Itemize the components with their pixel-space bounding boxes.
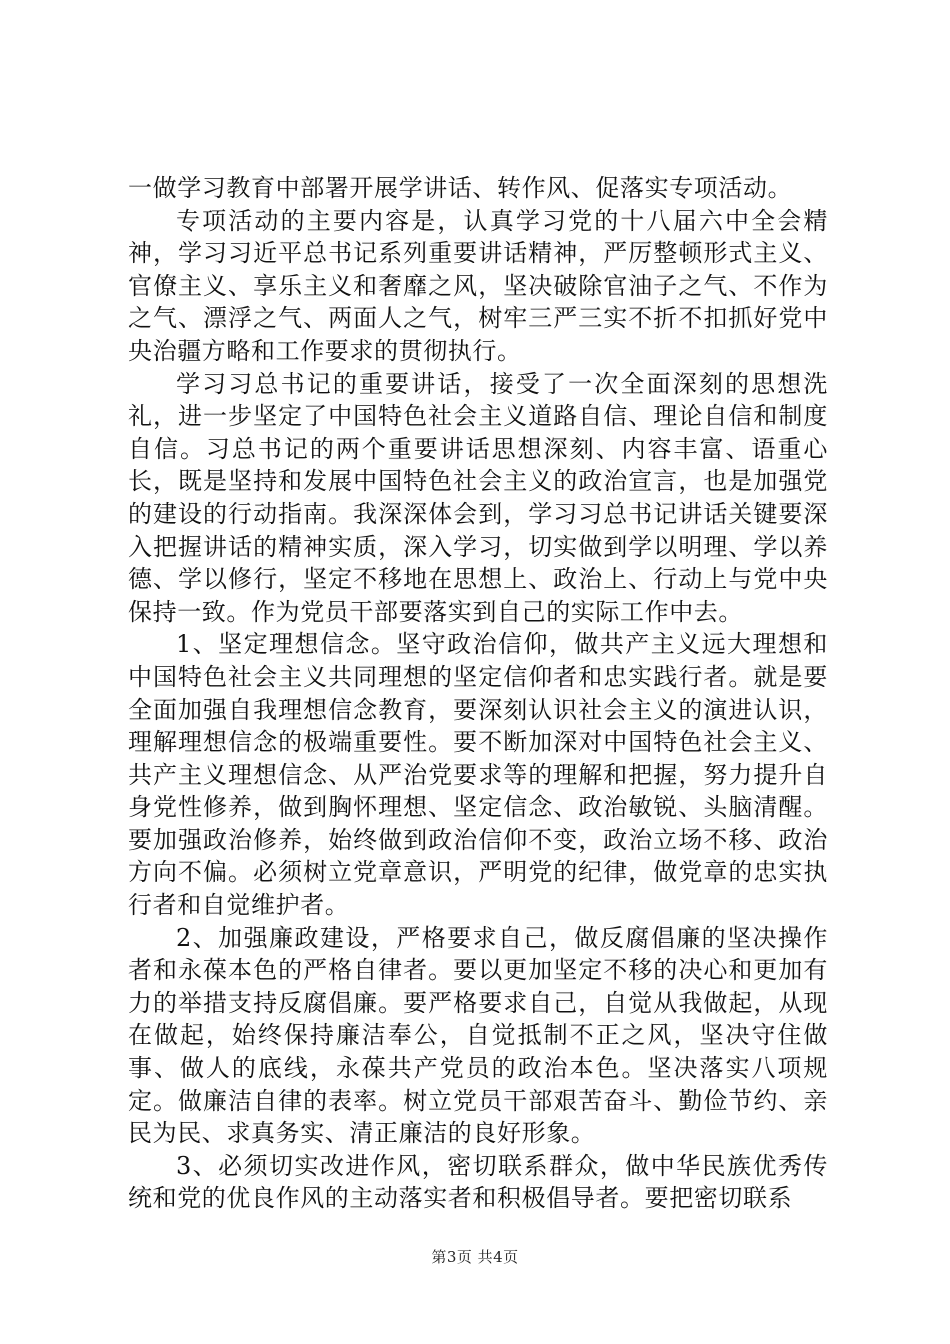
paragraph-activity-content: 专项活动的主要内容是，认真学习党的十八届六中全会精神，学习习近平总书记系列重要讲话精神，严厉整顿形式主义、官僚主义、享乐主义和奢靡之风，坚决破除官油子之气、不作为之气、漂浮之气、两面人之气，树牢三严三实不折不扣抓好党中央治疆方略和工作要求的贯彻执行。 — [128, 206, 828, 365]
paragraph-point-3: 3、必须切实改进作风，密切联系群众，做中华民族优秀传统和党的优良作风的主动落实者和积极倡导者。要把密切联系 — [128, 1151, 828, 1213]
paragraph-speech-study: 学习习总书记的重要讲话，接受了一次全面深刻的思想洗礼，进一步坚定了中国特色社会主义道路自信、理论自信和制度自信。习总书记的两个重要讲话思想深刻、内容丰富、语重心长，既是坚持和发展中国特色社会主义的政治宣言，也是加强党的建设的行动指南。我深深体会到，学习习总书记讲话关键要深入把握讲话的精神实质，深入学习，切实做到学以明理、学以养德、学以修行，坚定不移地在思想上、政治上、行动上与党中央保持一致。作为党员干部要落实到自己的实际工作中去。 — [128, 369, 828, 626]
document-body — [128, 172, 828, 1215]
paragraph-continuation: 一做学习教育中部署开展学讲话、转作风、促落实专项活动。 — [128, 174, 793, 202]
page-number-footer: 第3页 共4页 — [431, 1248, 519, 1266]
paragraph-point-1: 1、坚定理想信念。坚守政治信仰，做共产主义远大理想和中国特色社会主义共同理想的坚定信仰者和忠实践行者。就是要全面加强自我理想信念教育，要深刻认识社会主义的演进认识，理解理想信念的极端重要性。要不断加深对中国特色社会主义、共产主义理想信念、从严治党要求等的理解和把握，努力提升自身党性修养，做到胸怀理想、坚定信念、政治敏锐、头脑清醒。要加强政治修养，始终做到政治信仰不变，政治立场不移、政治方向不偏。必须树立党章意识，严明党的纪律，做党章的忠实执行者和自觉维护者。 — [128, 630, 828, 920]
paragraph-point-2: 2、加强廉政建设，严格要求自己，做反腐倡廉的坚决操作者和永葆本色的严格自律者。要以更加坚定不移的决心和更加有力的举措支持反腐倡廉。要严格要求自己，自觉从我做起，从现在做起，始终保持廉洁奉公，自觉抵制不正之风，坚决守住做事、做人的底线，永葆共产党员的政治本色。坚决落实八项规定。做廉洁自律的表率。树立党员干部艰苦奋斗、勤俭节约、亲民为民、求真务实、清正廉洁的良好形象。 — [128, 923, 828, 1148]
